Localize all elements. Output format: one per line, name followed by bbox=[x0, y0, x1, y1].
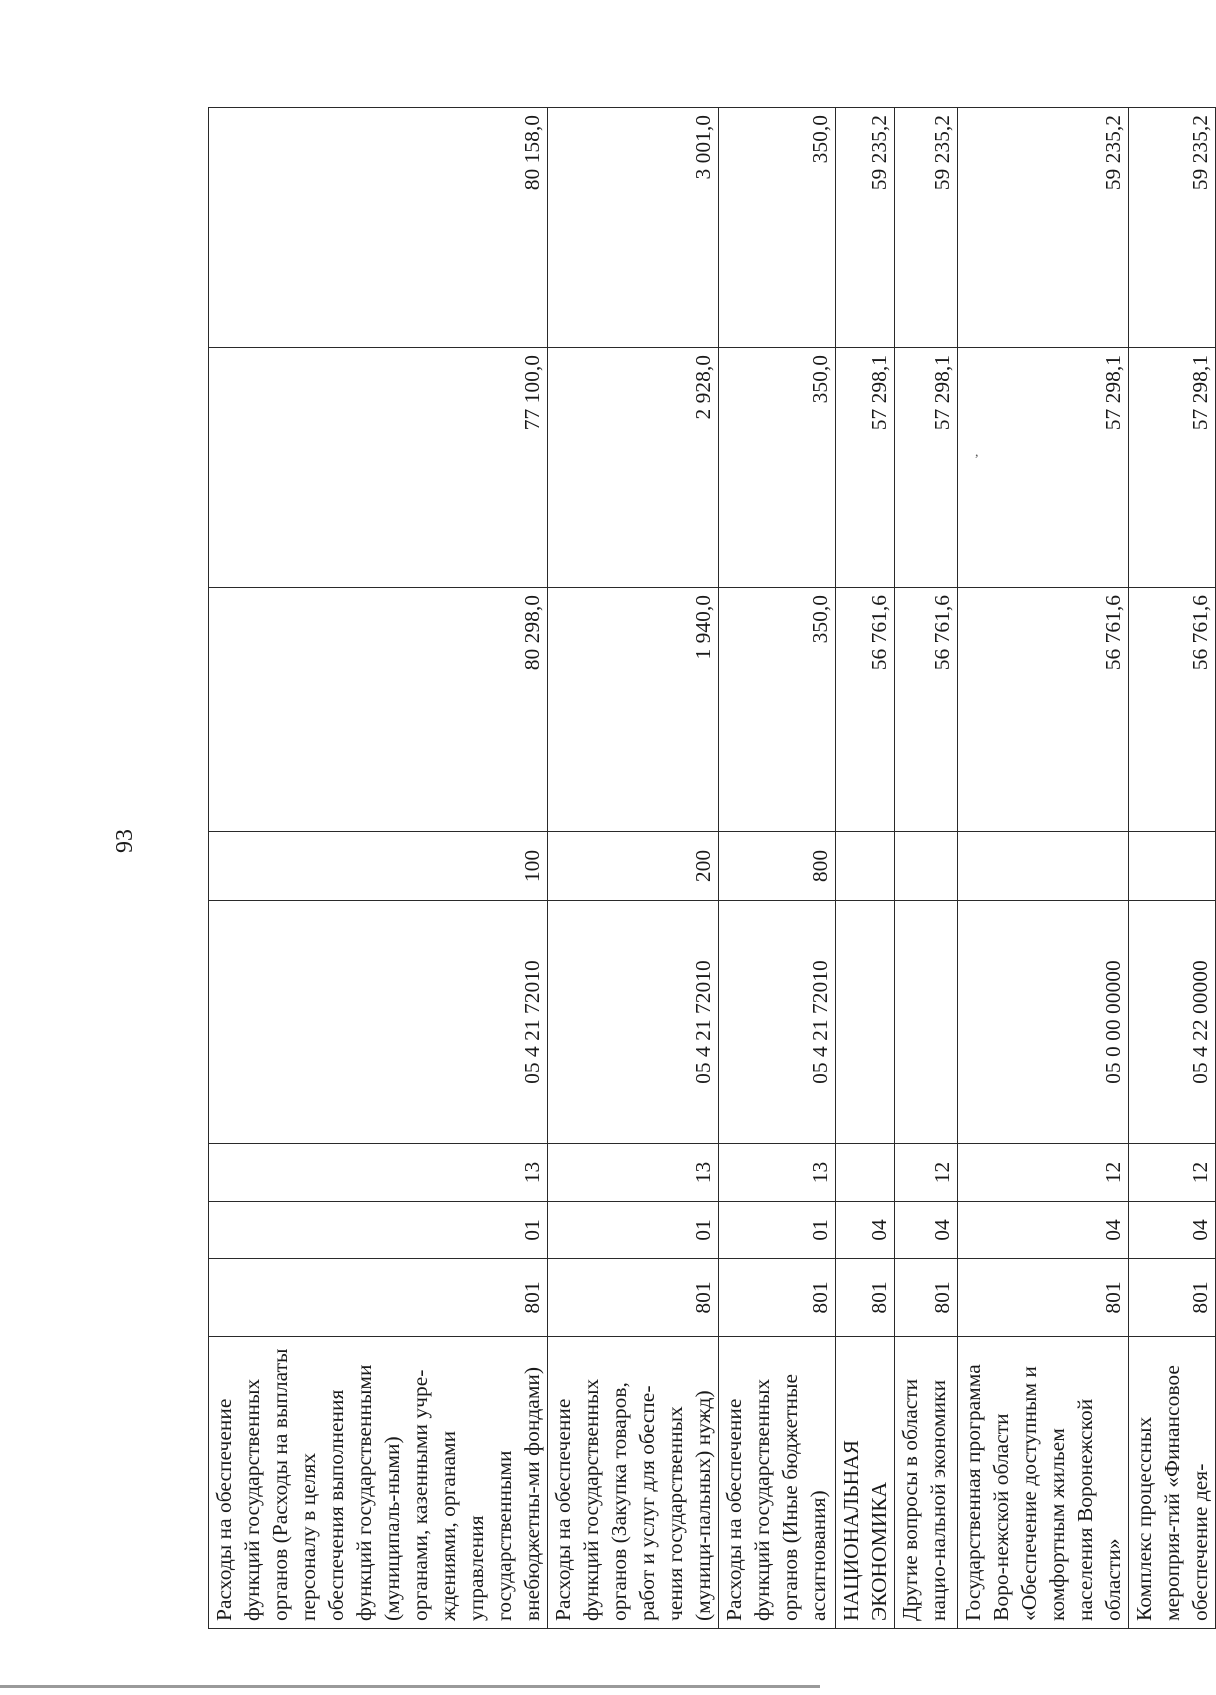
amount-year-2-cell: 2 928,0 bbox=[548, 348, 719, 588]
row-name: Комплекс процессных мероприя-тий «Финансовое обеспечение дея- bbox=[1129, 1337, 1216, 1629]
scan-edge-line bbox=[0, 1685, 820, 1688]
rotated-table-container bbox=[208, 107, 1216, 1629]
section-cell: 04 bbox=[836, 1202, 895, 1259]
subsection-cell: 12 bbox=[958, 1144, 1129, 1202]
amount-year-2-cell: 57 298,1 bbox=[958, 348, 1129, 588]
amount-year-3-cell: 3 001,0 bbox=[548, 108, 719, 348]
expense-type-cell: 100 bbox=[209, 832, 548, 901]
table-row bbox=[895, 108, 958, 1629]
amount-year-1-cell: 56 761,6 bbox=[836, 588, 895, 832]
grbs-cell: 801 bbox=[209, 1259, 548, 1337]
amount-year-1-cell: 56 761,6 bbox=[958, 588, 1129, 832]
expense-type-cell: 200 bbox=[548, 832, 719, 901]
subsection-cell: 12 bbox=[895, 1144, 958, 1202]
table-row bbox=[548, 108, 719, 1629]
target-article-cell bbox=[836, 901, 895, 1144]
grbs-cell: 801 bbox=[895, 1259, 958, 1337]
amount-year-3-cell: 59 235,2 bbox=[836, 108, 895, 348]
amount-year-3-cell: 59 235,2 bbox=[895, 108, 958, 348]
target-article-cell: 05 4 21 72010 bbox=[548, 901, 719, 1144]
target-article-cell: 05 4 21 72010 bbox=[719, 901, 836, 1144]
scan-speck: , bbox=[975, 445, 979, 460]
section-cell: 01 bbox=[209, 1202, 548, 1259]
expense-type-cell: 800 bbox=[719, 832, 836, 901]
amount-year-3-cell: 350,0 bbox=[719, 108, 836, 348]
amount-year-1-cell: 1 940,0 bbox=[548, 588, 719, 832]
amount-year-1-cell: 80 298,0 bbox=[209, 588, 548, 832]
amount-year-1-cell: 350,0 bbox=[719, 588, 836, 832]
budget-table bbox=[208, 107, 1216, 1629]
row-name: Расходы на обеспечение функций государственных органов (Закупка товаров, работ и услуг для обеспе-чения государственных (муници-пальных) нужд) bbox=[548, 1337, 719, 1629]
expense-type-cell bbox=[836, 832, 895, 901]
subsection-cell bbox=[836, 1144, 895, 1202]
grbs-cell: 801 bbox=[719, 1259, 836, 1337]
table-row bbox=[958, 108, 1129, 1629]
target-article-cell: 05 4 22 00000 bbox=[1129, 901, 1216, 1144]
row-name: НАЦИОНАЛЬНАЯ ЭКОНОМИКА bbox=[836, 1337, 895, 1629]
row-name: Государственная программа Воро-нежской области «Обеспечение доступным и комфортным жильем населения Воронежской области» bbox=[958, 1337, 1129, 1629]
amount-year-3-cell: 80 158,0 bbox=[209, 108, 548, 348]
grbs-cell: 801 bbox=[1129, 1259, 1216, 1337]
expense-type-cell bbox=[958, 832, 1129, 901]
section-cell: 04 bbox=[1129, 1202, 1216, 1259]
amount-year-1-cell: 56 761,6 bbox=[1129, 588, 1216, 832]
amount-year-3-cell: 59 235,2 bbox=[958, 108, 1129, 348]
amount-year-2-cell: 77 100,0 bbox=[209, 348, 548, 588]
amount-year-3-cell: 59 235,2 bbox=[1129, 108, 1216, 348]
grbs-cell: 801 bbox=[958, 1259, 1129, 1337]
section-cell: 04 bbox=[958, 1202, 1129, 1259]
row-name: Расходы на обеспечение функций государственных органов (Иные бюджетные ассигнования) bbox=[719, 1337, 836, 1629]
amount-year-1-cell: 56 761,6 bbox=[895, 588, 958, 832]
expense-type-cell bbox=[1129, 832, 1216, 901]
row-name: Расходы на обеспечение функций государственных органов (Расходы на выплаты персоналу в целях обеспечения выполнения функций государственными (муниципаль-ными) органами, казенными учре-ждениями, органами управления государственными внебюджетны-ми фондами) bbox=[209, 1337, 548, 1629]
amount-year-2-cell: 57 298,1 bbox=[895, 348, 958, 588]
section-cell: 04 bbox=[895, 1202, 958, 1259]
page-number: 93 bbox=[112, 829, 138, 853]
table-row bbox=[719, 108, 836, 1629]
table-row bbox=[209, 108, 548, 1629]
table-row bbox=[1129, 108, 1216, 1629]
subsection-cell: 13 bbox=[209, 1144, 548, 1202]
target-article-cell bbox=[895, 901, 958, 1144]
target-article-cell: 05 4 21 72010 bbox=[209, 901, 548, 1144]
subsection-cell: 13 bbox=[719, 1144, 836, 1202]
section-cell: 01 bbox=[719, 1202, 836, 1259]
amount-year-2-cell: 57 298,1 bbox=[1129, 348, 1216, 588]
section-cell: 01 bbox=[548, 1202, 719, 1259]
row-name: Другие вопросы в области нацио-нальной экономики bbox=[895, 1337, 958, 1629]
grbs-cell: 801 bbox=[836, 1259, 895, 1337]
target-article-cell: 05 0 00 00000 bbox=[958, 901, 1129, 1144]
grbs-cell: 801 bbox=[548, 1259, 719, 1337]
amount-year-2-cell: 350,0 bbox=[719, 348, 836, 588]
expense-type-cell bbox=[895, 832, 958, 901]
table-row bbox=[836, 108, 895, 1629]
amount-year-2-cell: 57 298,1 bbox=[836, 348, 895, 588]
subsection-cell: 13 bbox=[548, 1144, 719, 1202]
subsection-cell: 12 bbox=[1129, 1144, 1216, 1202]
